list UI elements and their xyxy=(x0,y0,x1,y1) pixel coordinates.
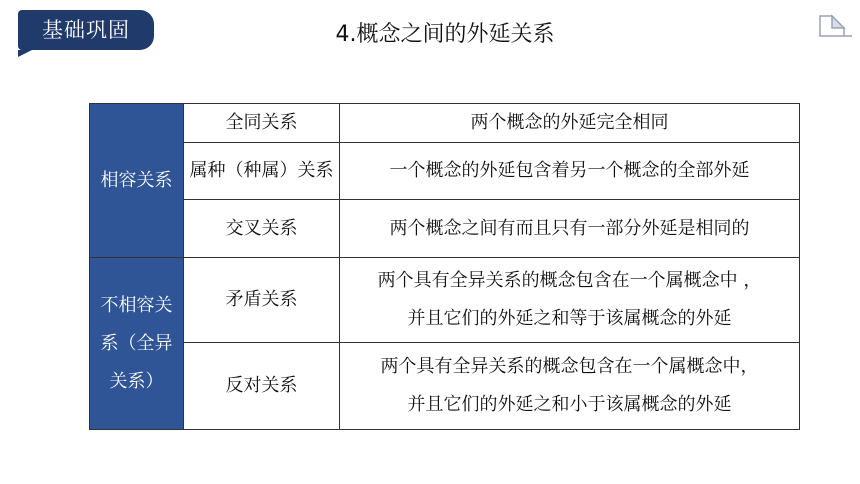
page-title: 4.概念之间的外延关系 xyxy=(335,22,555,47)
category-cell: 相容关系 xyxy=(90,104,184,258)
concept-relations-table xyxy=(89,103,800,430)
relation-cell: 属种（种属）关系 xyxy=(184,143,340,200)
description-line: 并且它们的外延之和小于该属概念的外延 xyxy=(407,394,732,415)
table-row xyxy=(90,258,800,343)
table-row xyxy=(90,200,800,258)
relation-cell: 反对关系 xyxy=(184,343,340,430)
relation-cell: 全同关系 xyxy=(184,104,340,143)
relation-cell: 交叉关系 xyxy=(184,200,340,258)
description-line: 并且它们的外延之和等于该属概念的外延 xyxy=(407,308,732,329)
category-cell: 不相容关系（全异关系） xyxy=(90,258,184,430)
description-cell: 两个概念的外延完全相同 xyxy=(340,104,800,143)
table-row xyxy=(90,104,800,143)
table-row xyxy=(90,143,800,200)
relation-cell: 矛盾关系 xyxy=(184,258,340,343)
description-cell: 两个概念之间有而且只有一部分外延是相同的 xyxy=(340,200,800,258)
table-row xyxy=(90,343,800,430)
description-cell: 一个概念的外延包含着另一个概念的全部外延 xyxy=(340,143,800,200)
page-fold-icon[interactable] xyxy=(814,8,854,44)
section-badge-tail xyxy=(18,50,32,57)
description-cell xyxy=(340,258,800,343)
description-cell xyxy=(340,343,800,430)
description-line: 两个具有全异关系的概念包含在一个属概念中， xyxy=(380,356,759,377)
section-badge: 基础巩固 xyxy=(18,10,154,50)
description-line: 两个具有全异关系的概念包含在一个属概念中 ， xyxy=(377,270,762,291)
